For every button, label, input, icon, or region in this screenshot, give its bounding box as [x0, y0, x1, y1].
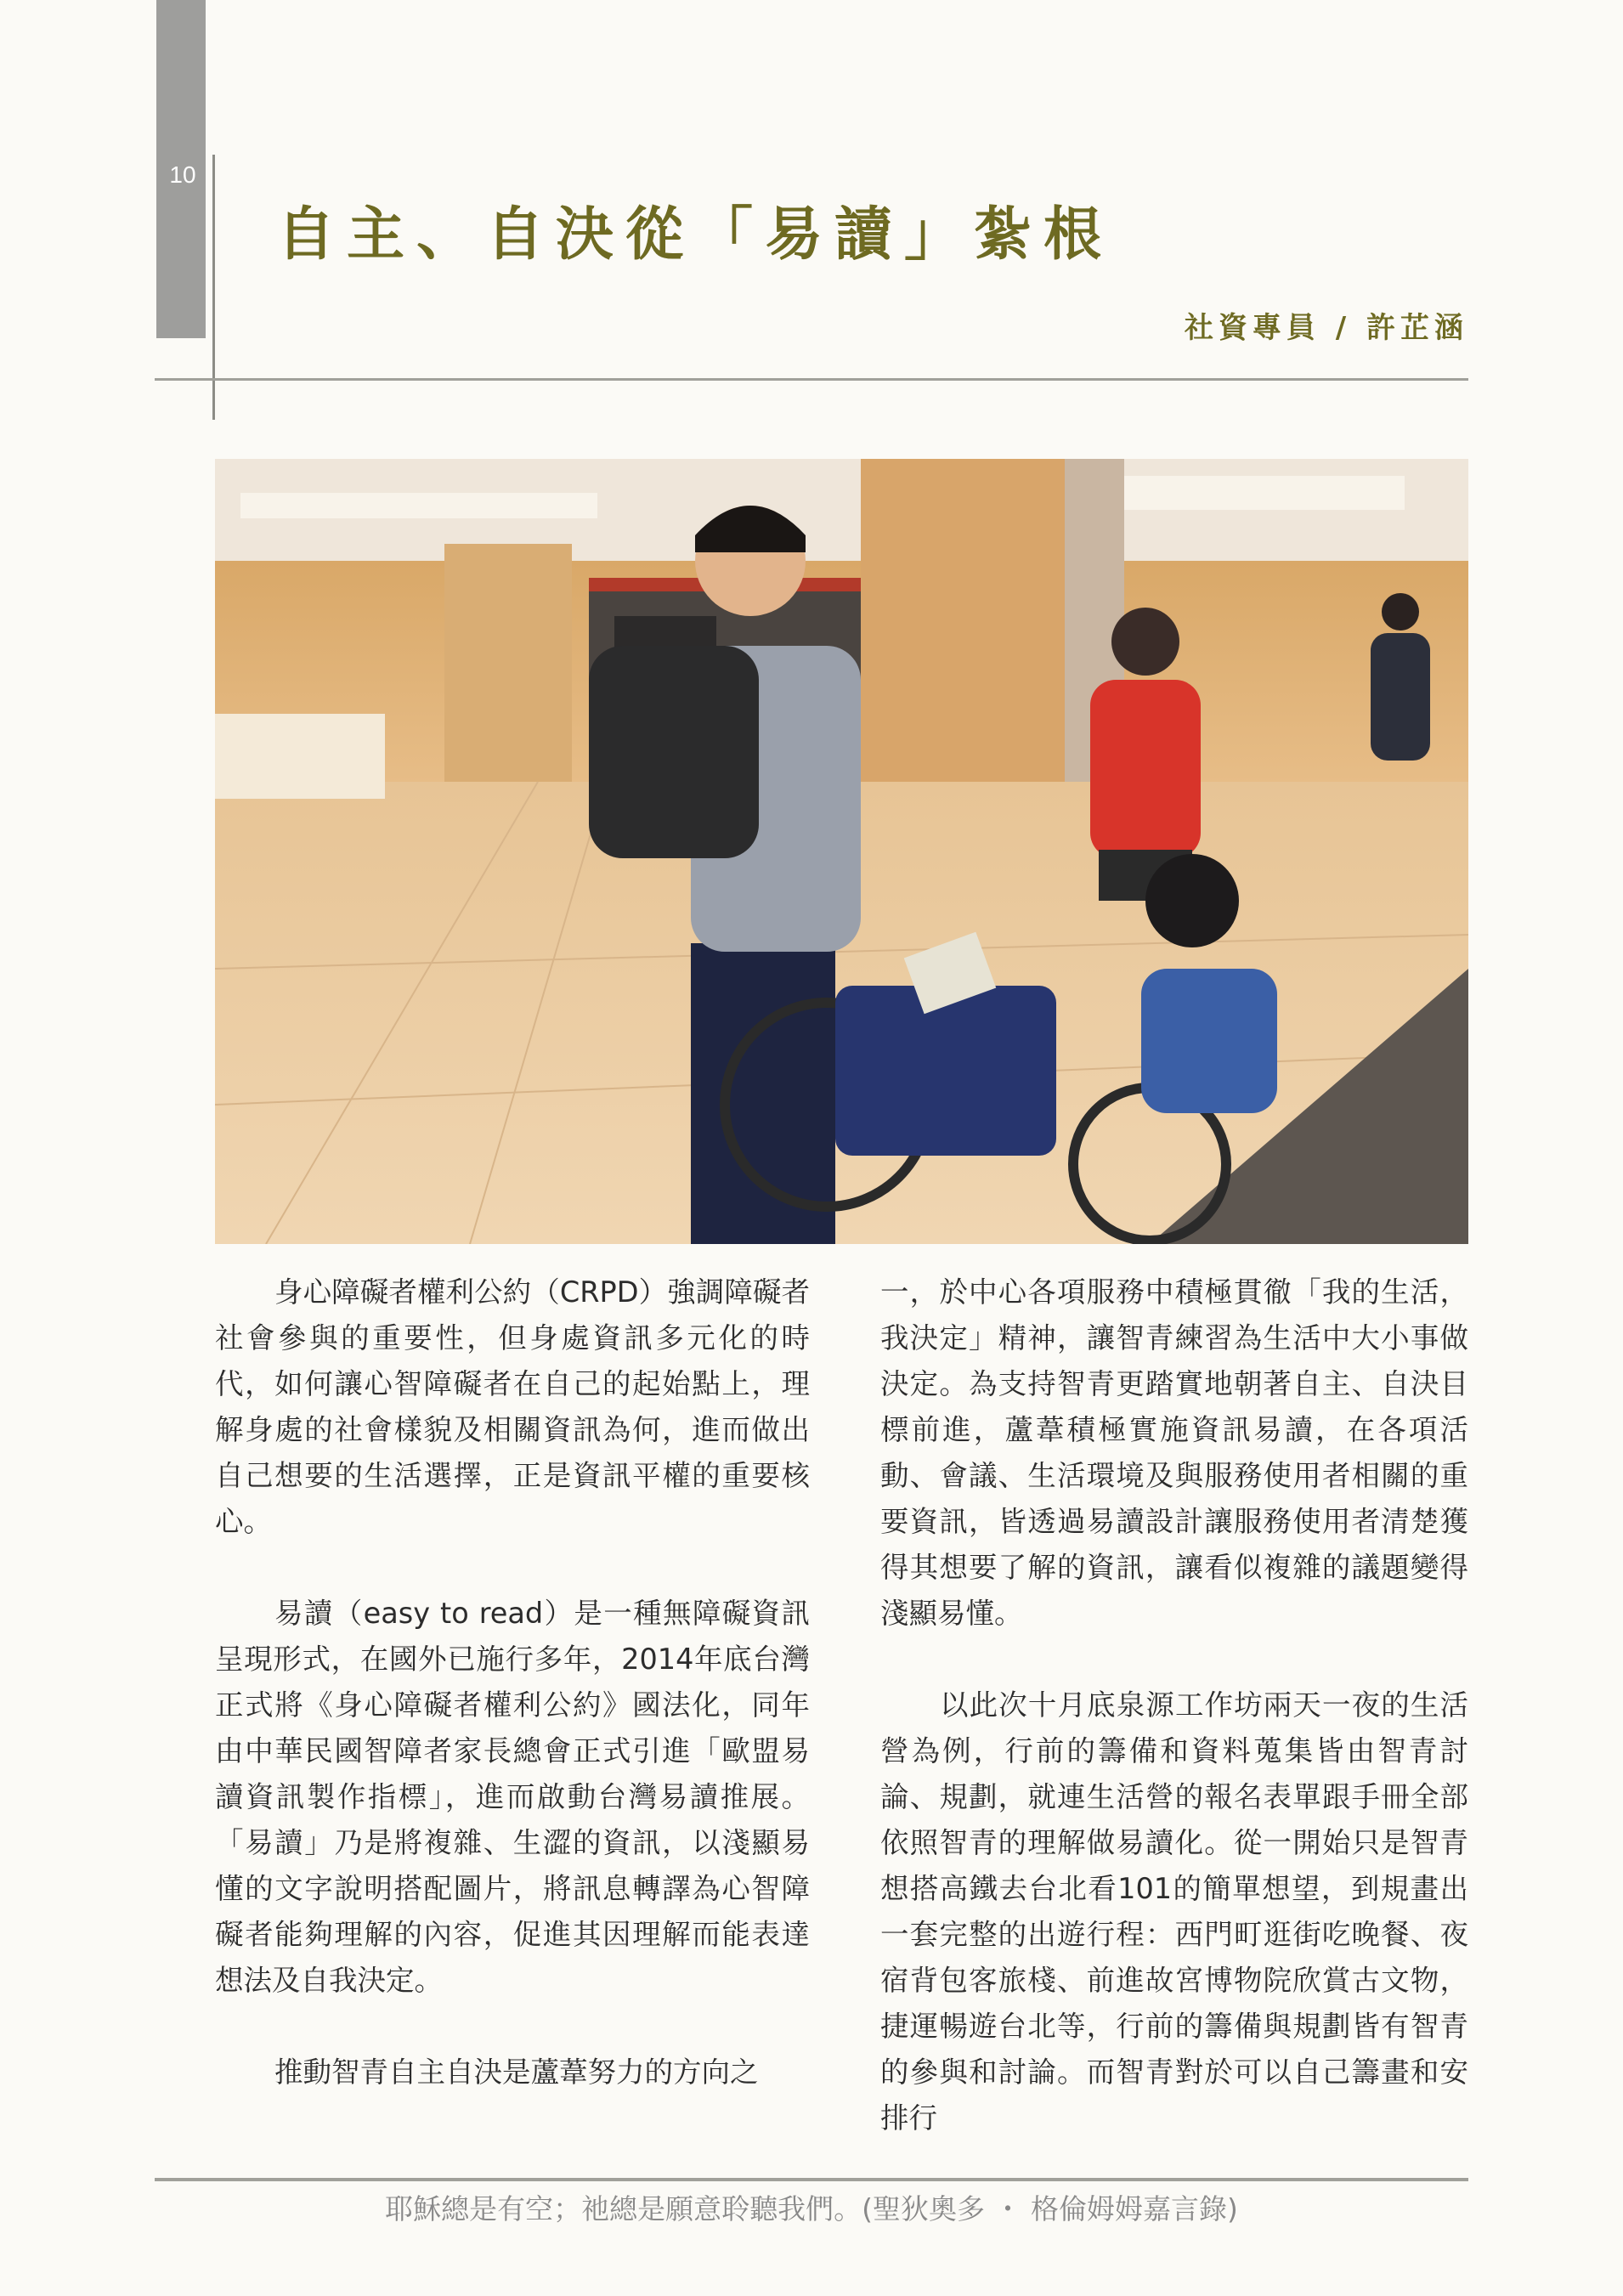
article-photo [215, 459, 1468, 1244]
paragraph: 以此次十月底泉源工作坊兩天一夜的生活營為例，行前的籌備和資料蒐集皆由智青討論、規劃，就連生活營的報名表單跟手冊全部依照智青的理解做易讀化。從一開始只是智青想搭高鐵去台北看101的簡單想望，到規畫出一套完整的出遊行程：西門町逛街吃晚餐、夜宿背包客旅棧、前進故宮博物院欣賞古文物，捷運暢遊台北等，行前的籌備與規劃皆有智青的參與和討論。而智青對於可以自己籌畫和安排行 [880, 1688, 1468, 2135]
page-number: 10 [169, 161, 196, 188]
paragraph: 身心障礙者權利公約（CRPD）強調障礙者社會參與的重要性，但身處資訊多元化的時代，如何讓心智障礙者在自己的起始點上，理解身處的社會樣貌及相關資訊為何，進而做出自己想要的生活選擇，正是資訊平權的重要核心。 [215, 1275, 810, 1538]
paragraph: 易讀（easy to read）是一種無障礙資訊呈現形式，在國外已施行多年，2014年底台灣正式將《身心障礙者權利公約》國法化，同年由中華民國智障者家長總會正式引進「歐盟易讀資訊製作指標」，進而啟動台灣易讀推展。「易讀」乃是將複雜、生澀的資訊，以淺顯易懂的文字說明搭配圖片，將訊息轉譯為心智障礙者能夠理解的內容，促進其因理解而能表達想法及自我決定。 [215, 1597, 810, 1997]
article-column-left [215, 1270, 810, 2095]
footer-quote: 耶穌總是有空；祂總是願意聆聽我們。(聖狄奧多 ・ 格倫姆姆嘉言錄) [385, 2192, 1238, 2225]
header-divider [155, 378, 1468, 381]
paragraph: 一，於中心各項服務中積極貫徹「我的生活，我決定」精神，讓智青練習為生活中大小事做決定。為支持智青更踏實地朝著自主、自決目標前進，蘆葦積極實施資訊易讀，在各項活動、會議、生活環境及與服務使用者相關的重要資訊，皆透過易讀設計讓服務使用者清楚獲得其想要了解的資訊，讓看似複雜的議題變得淺顯易懂。 [880, 1275, 1468, 1630]
article-column-right [880, 1270, 1468, 2141]
paragraph: 推動智青自主自決是蘆葦努力的方向之 [274, 2056, 759, 2089]
article-title: 自主、自決從「易讀」紮根 [277, 201, 1114, 269]
photo-illustration [215, 459, 1468, 1244]
article-byline: 社資專員 / 許芷涵 [1184, 311, 1468, 345]
footer-divider [155, 2178, 1468, 2181]
